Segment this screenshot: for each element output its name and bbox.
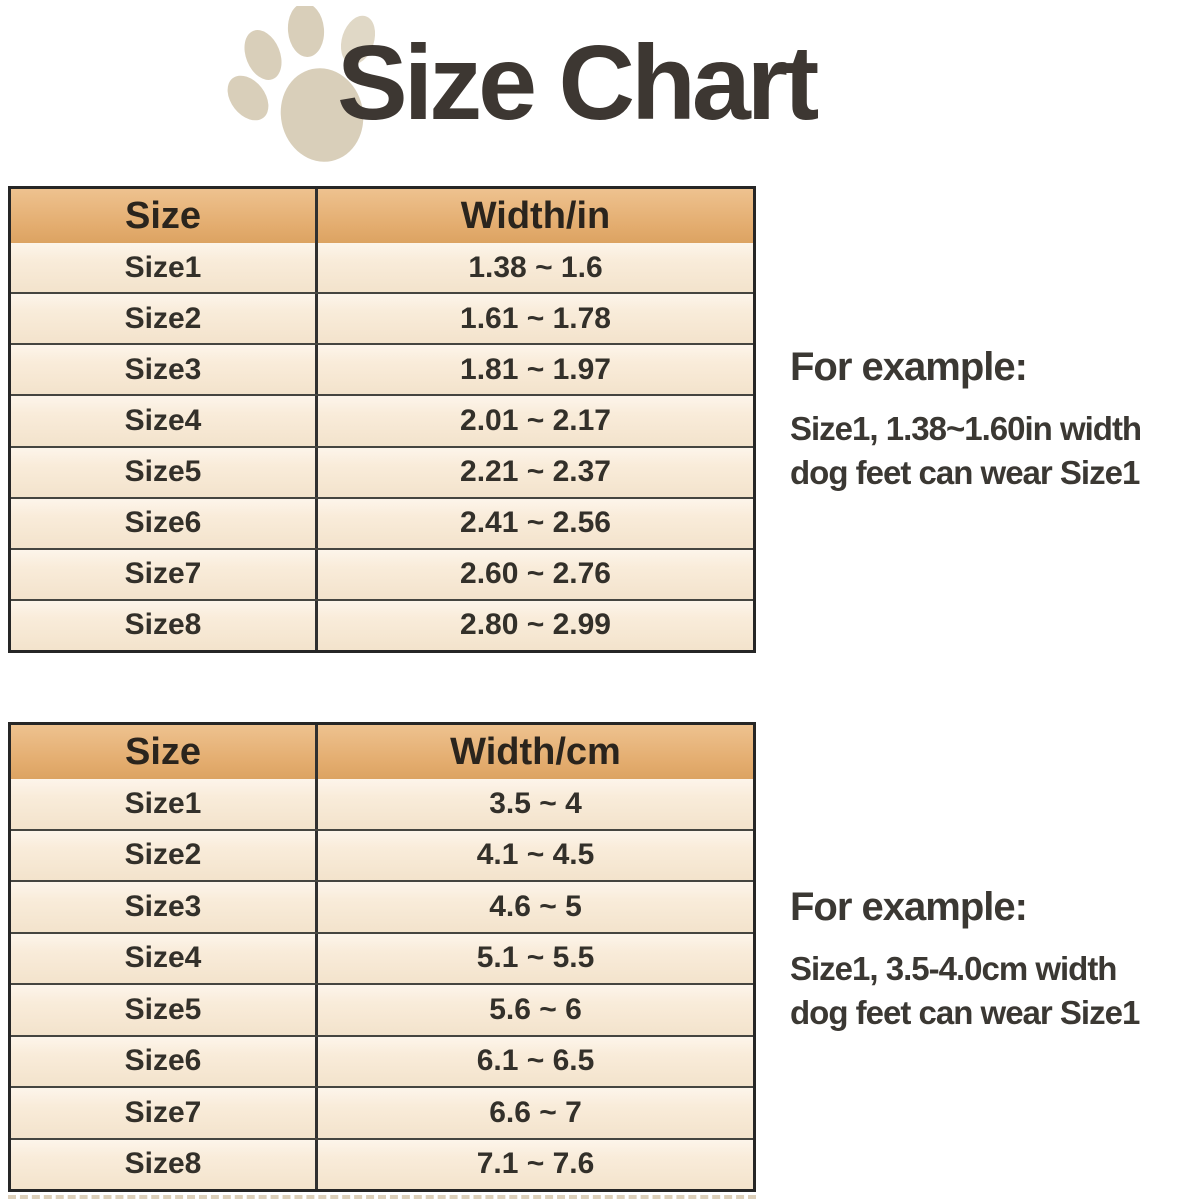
size-table-inches [8,186,756,653]
example-line: Size1, 3.5-4.0cm width [790,950,1117,987]
size-cell: Size8 [11,601,318,650]
example-line: Size1, 1.38~1.60in width [790,410,1142,447]
width-cell: 2.41 ~ 2.56 [460,506,611,540]
table-row [11,779,753,829]
width-cell: 2.21 ~ 2.37 [460,455,611,489]
table-row [11,1035,753,1087]
page-title: Size Chart [337,24,816,142]
size-cell: Size1 [11,779,318,829]
table-row [11,497,753,548]
example-heading: For example: [790,345,1027,389]
size-cell: Size2 [11,831,318,881]
width-cell: 6.6 ~ 7 [489,1095,582,1129]
table-header-row [11,189,753,243]
table-row [11,548,753,599]
table-row [11,932,753,984]
table-row [11,292,753,343]
table-row [11,880,753,932]
width-cell: 4.6 ~ 5 [489,889,582,923]
table-row [11,1086,753,1138]
example-cm [790,885,1139,1035]
column-header-size: Size [11,189,318,243]
width-cell: 1.61 ~ 1.78 [460,301,611,335]
width-cell: 5.1 ~ 5.5 [476,941,595,975]
column-header-width-in: Width/in [460,194,611,237]
size-cell: Size8 [11,1140,318,1190]
size-cell: Size1 [11,243,318,292]
example-body [790,947,1139,1035]
table-row [11,829,753,881]
width-cell: 1.81 ~ 1.97 [460,352,611,386]
table-row [11,243,753,292]
size-cell: Size5 [11,985,318,1035]
size-cell: Size7 [11,1088,318,1138]
table-row [11,1138,753,1190]
width-cell: 6.1 ~ 6.5 [476,1044,595,1078]
size-cell: Size4 [11,396,318,445]
width-cell: 4.1 ~ 4.5 [476,838,595,872]
example-body [790,407,1141,495]
width-cell: 2.01 ~ 2.17 [460,403,611,437]
size-cell: Size5 [11,448,318,497]
example-line: dog feet can wear Size1 [790,454,1140,491]
width-cell: 5.6 ~ 6 [489,992,582,1026]
table-row [11,983,753,1035]
width-cell: 1.38 ~ 1.6 [468,250,603,284]
table-row [11,446,753,497]
size-cell: Size2 [11,294,318,343]
example-heading: For example: [790,885,1027,929]
example-inches [790,345,1141,495]
size-cell: Size3 [11,882,318,932]
example-line: dog feet can wear Size1 [790,994,1140,1031]
size-cell: Size6 [11,1037,318,1087]
width-cell: 2.60 ~ 2.76 [460,557,611,591]
cropped-next-row-edge [8,1195,756,1199]
width-cell: 7.1 ~ 7.6 [476,1147,595,1181]
size-cell: Size7 [11,550,318,599]
column-header-size: Size [11,725,318,779]
size-cell: Size3 [11,345,318,394]
width-cell: 3.5 ~ 4 [489,786,582,820]
table-row [11,343,753,394]
size-table-cm [8,722,756,1192]
table-header-row [11,725,753,779]
size-cell: Size4 [11,934,318,984]
width-cell: 2.80 ~ 2.99 [460,608,611,642]
size-cell: Size6 [11,499,318,548]
column-header-width-cm: Width/cm [450,730,621,773]
table-row [11,394,753,445]
table-row [11,599,753,650]
